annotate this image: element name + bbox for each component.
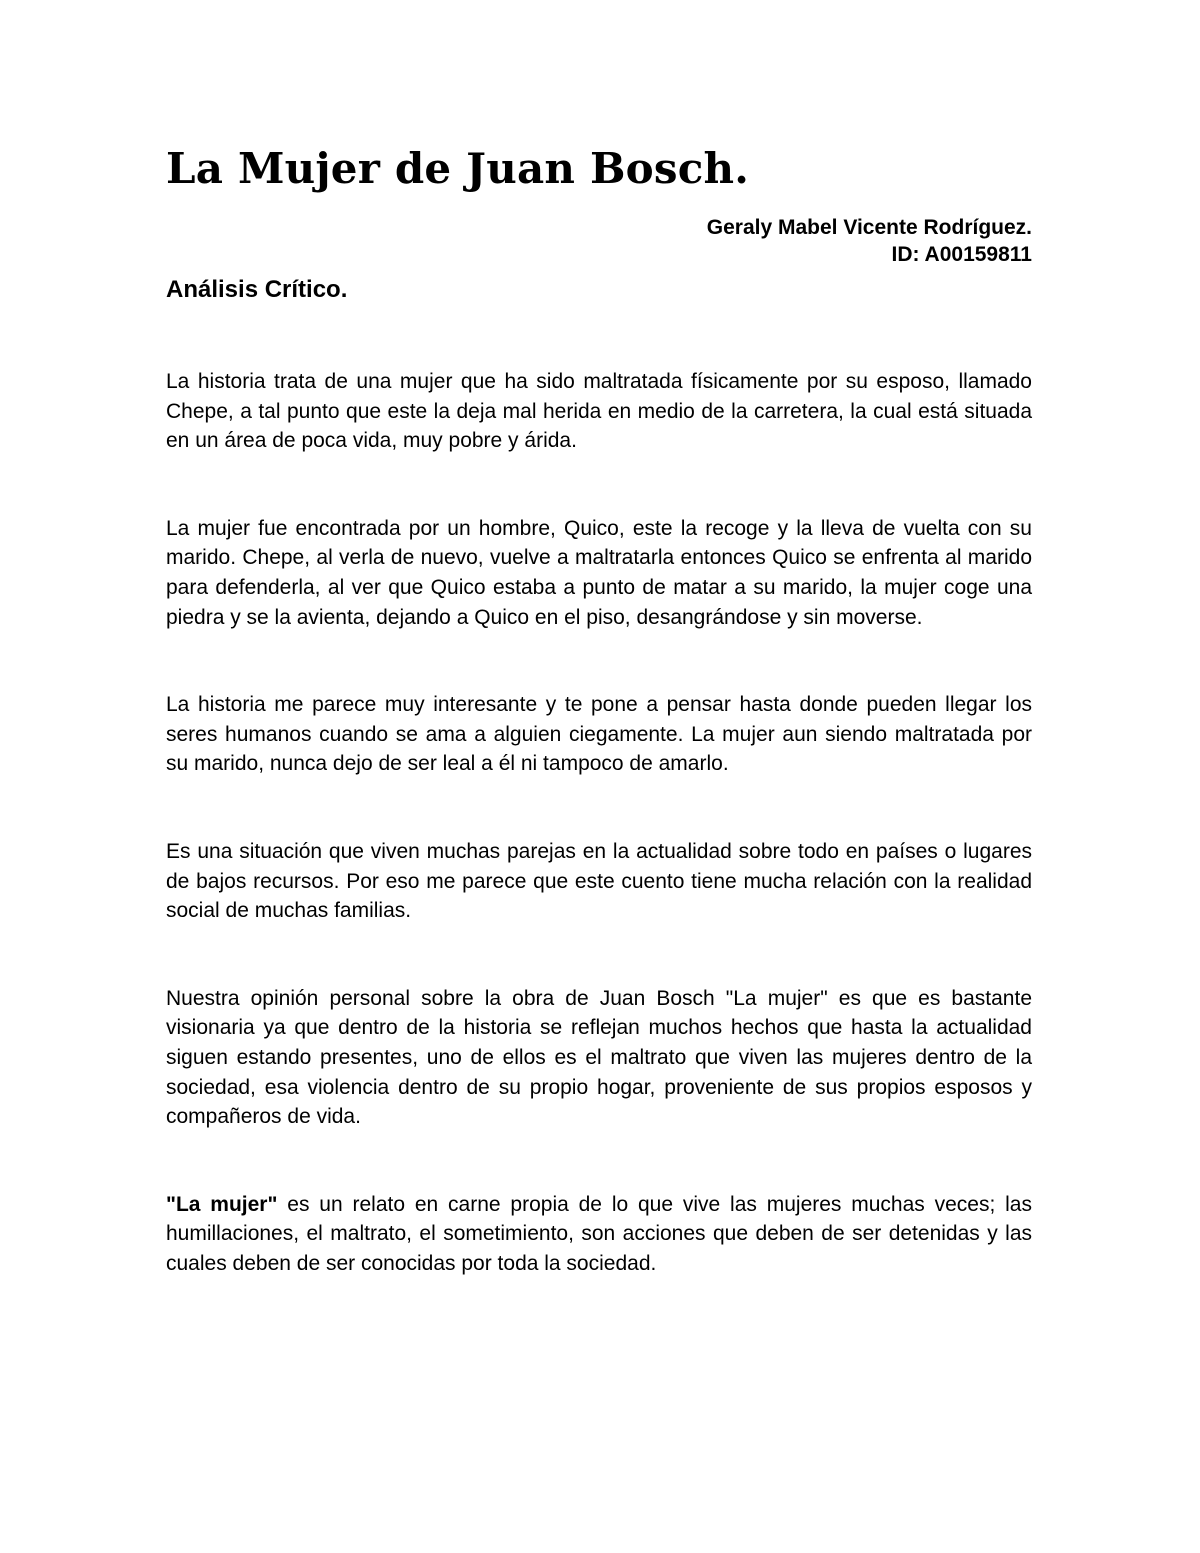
paragraph-6-text: es un relato en carne propia de lo que vive las mujeres muchas veces; las humillaciones, el maltrato, el sometimiento, son acciones que deben de ser detenidas y las cuales deben de ser conocidas por toda la sociedad. — [166, 1192, 1032, 1275]
paragraph-6-bold-lead: "La mujer" — [166, 1192, 278, 1216]
author-name: Geraly Mabel Vicente Rodríguez. — [706, 216, 1032, 239]
document-title: La Mujer de Juan Bosch. — [166, 144, 750, 193]
paragraph-4: Es una situación que viven muchas parejas en la actualidad sobre todo en países o lugares de bajos recursos. Por eso me parece que este cuento tiene mucha relación con la realidad social de muchas familias. — [166, 839, 1032, 923]
student-id: ID: A00159811 — [891, 243, 1032, 266]
paragraph-6 — [166, 1190, 1032, 1279]
paragraph-3: La historia me parece muy interesante y te pone a pensar hasta donde pueden llegar los seres humanos cuando se ama a alguien ciegamente. La mujer aun siendo maltratada por su marido, nunca dejo de ser leal a él ni tampoco de amarlo. — [166, 693, 1032, 776]
document-body — [166, 140, 1032, 1278]
paragraph-2: La mujer fue encontrada por un hombre, Quico, este la recoge y la lleva de vuelta con su marido. Chepe, al verla de nuevo, vuelve a maltratarla entonces Quico se enfrenta al marido para defenderla, al ver que Quico estaba a punto de matar a su marido, la mujer coge una piedra y se la avienta, dejando a Quico en el piso, desangrándose y sin moverse. — [166, 516, 1032, 629]
author-block — [166, 214, 1032, 268]
paragraph-1: La historia trata de una mujer que ha sido maltratada físicamente por su esposo, llamado Chepe, a tal punto que este la deja mal herida en medio de la carretera, la cual está situada en un área de poca vida, muy pobre y árida. — [166, 370, 1032, 453]
paragraph-5: Nuestra opinión personal sobre la obra de Juan Bosch "La mujer" es que es bastante visionaria ya que dentro de la historia se reflejan muchos hechos que hasta la actualidad siguen estando presentes, uno de ellos es el maltrato que viven las mujeres dentro de la sociedad, esa violencia dentro de su propio hogar, proveniente de sus propios esposos y compañeros de vida. — [166, 986, 1032, 1129]
section-heading: Análisis Crítico. — [166, 276, 348, 303]
